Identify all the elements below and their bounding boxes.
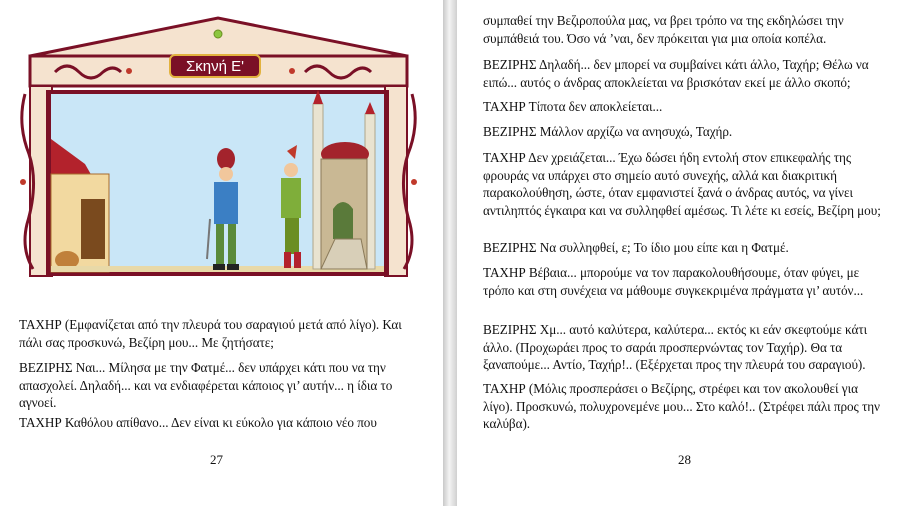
dialogue-paragraph: ΒΕΖΙΡΗΣ Να συλληφθεί, ε; Το ίδιο μου είπε και η Φατμέ. xyxy=(483,240,789,255)
dialogue-paragraph: ΒΕΖΙΡΗΣ Χμ... αυτό καλύτερα, καλύτερα... εκτός κι εάν σκεφτούμε κάτι άλλο. (Προχωράει προς το σαράι προσπερνώντας τον Ταχήρ). Θα τα ξαναπούμε... Αντίο, Ταχήρ!.. (Εξέρχεται προς την πλευρά του σαραγιού). xyxy=(483,322,868,372)
dialogue-paragraph: ΒΕΖΙΡΗΣ Δηλαδή... δεν μπορεί να συμβαίνει κάτι άλλο, Ταχήρ; Θέλω να ειπώ... αυτός ο άνδρας αποκλείεται να βρισκόταν εκεί με άλλο σκοπό; xyxy=(483,57,869,90)
dialogue-paragraph: ΤΑΧΗΡ Καθόλου απίθανο... Δεν είναι κι εύκολο για κάποιο νέο που xyxy=(19,415,377,430)
karagiozis-theater-illustration xyxy=(15,14,420,304)
page-number: 27 xyxy=(210,452,223,467)
page-gutter xyxy=(443,0,457,506)
dialogue-paragraph: ΤΑΧΗΡ Δεν χρειάζεται... Έχω δώσει ήδη εντολή στον επικεφαλής της φρουράς να υπάρχει στο σημείο αυτό συνεχής, αλλά και διακριτική παρακολούθηση, ώστε, όταν εμφανιστεί ξανά ο άνδρας αυτός, να γίνει αντιληπτός έγκαιρα και να συλληφθεί αμέσως. Τι λέτε κι εσείς, Βεζίρη μου; xyxy=(483,150,881,218)
dialogue-paragraph: ΤΑΧΗΡ Βέβαια... μπορούμε να τον παρακολουθήσουμε, όταν φύγει, με τρόπο και στη συνέχεια να μάθουμε συγκεκριμένα πράγματα γι’ αυτόν... xyxy=(483,265,864,298)
dialogue-paragraph: ΒΕΖΙΡΗΣ Μάλλον αρχίζω να ανησυχώ, Ταχήρ. xyxy=(483,124,733,139)
left-page xyxy=(0,0,443,506)
page-number: 28 xyxy=(678,452,691,467)
dialogue-paragraph: ΒΕΖΙΡΗΣ Ναι... Μίλησα με την Φατμέ... δεν υπάρχει κάτι που να την απασχολεί. Δηλαδή... και να ενδιαφέρεται κάποιος γι’ αυτήν... η ίδια το αγνοεί. xyxy=(19,360,393,410)
right-page xyxy=(457,0,901,506)
scene-title: Σκηνή Ε' xyxy=(169,54,261,78)
dialogue-paragraph: ΤΑΧΗΡ (Μόλις προσπεράσει ο Βεζίρης, στρέφει και τον ακολουθεί για λίγο). Προσκυνώ, πολυχρονεμένε μου... Στο καλό!.. (Στρέφει πάλι προς την καλύβα). xyxy=(483,381,880,431)
dialogue-paragraph: ΤΑΧΗΡ (Εμφανίζεται από την πλευρά του σαραγιού μετά από λίγο). Και πάλι σας προσκυνώ, Βεζίρη μου... Με ζητήσατε; xyxy=(19,317,402,350)
dialogue-paragraph: συμπαθεί την Βεζιροπούλα μας, να βρει τρόπο να της εκδηλώσει την συμπάθειά του. Όσο νά ’ναι, δεν πρόκειται για μια οποία κοπέλα. xyxy=(483,13,844,46)
dialogue-paragraph: ΤΑΧΗΡ Τίποτα δεν αποκλείεται... xyxy=(483,99,663,114)
